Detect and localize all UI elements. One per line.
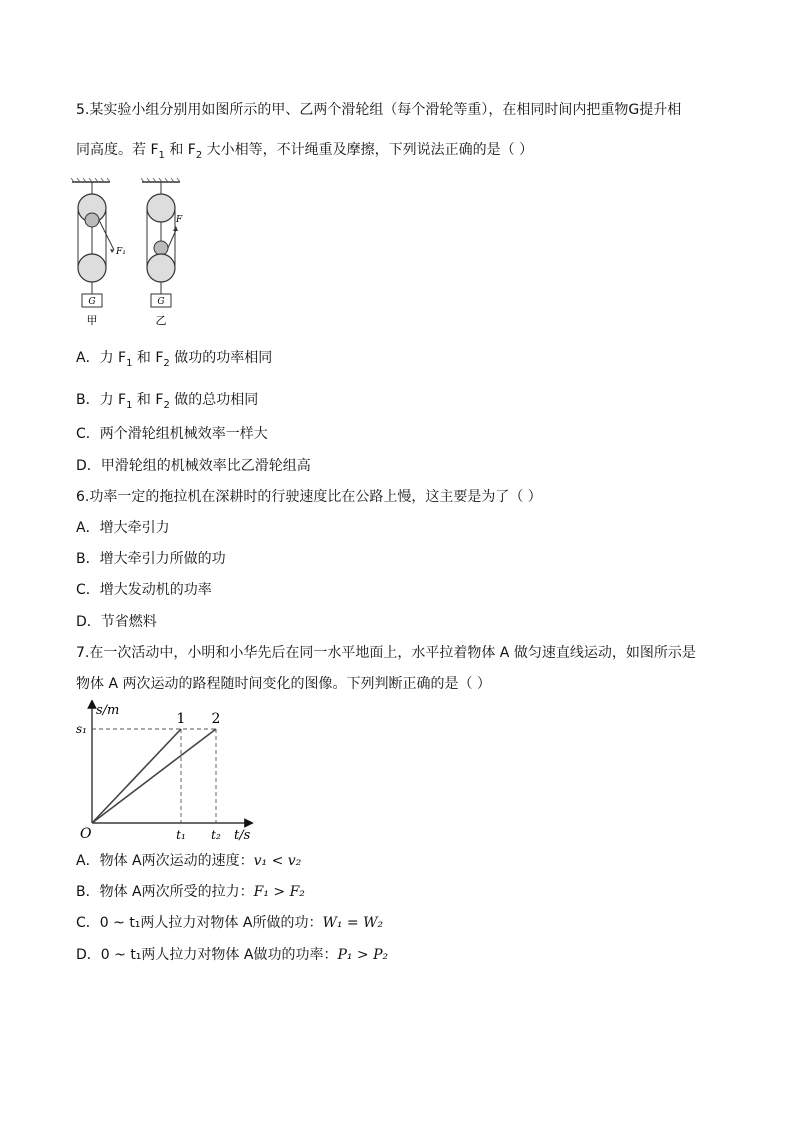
q5-option-a[interactable]	[76, 348, 272, 374]
q6-option-d[interactable]: D．节省燃料	[76, 614, 157, 630]
weight-label: G	[157, 297, 165, 307]
q6-option-b[interactable]: B．增大牵引力所做的功	[76, 551, 226, 567]
q7-option-b[interactable]	[76, 882, 305, 902]
opt-sub: 2	[163, 399, 170, 411]
q5-sub: 2	[195, 149, 203, 161]
y-tick-label: s₁	[76, 722, 87, 736]
opt-text: 做功的功率相同	[169, 350, 273, 366]
fixed-pulley-yi	[147, 194, 175, 222]
x-tick-label: t₁	[176, 828, 186, 842]
opt-text: A．物体 A两次运动的速度：	[76, 853, 254, 869]
opt-text: 和 F	[132, 392, 164, 408]
opt-text: A．力 F	[76, 350, 127, 366]
q5-option-d[interactable]	[76, 456, 311, 476]
opt-text: D．0 ~ t₁两人拉力对物体 A做功的功率：	[76, 947, 338, 963]
weight-label: G	[88, 297, 96, 307]
q5-stem-text: 同高度。若 F	[76, 142, 159, 158]
opt-text: D．甲滑轮组的机械效率比乙滑轮组高	[76, 458, 311, 474]
force2-label: F	[176, 215, 183, 225]
opt-math: F₁ > F₂	[253, 884, 305, 900]
movable-pulley-yi	[147, 254, 175, 282]
q5-stem-line2	[76, 140, 533, 166]
opt-math: P₁ > P₂	[337, 947, 389, 963]
q7-stem-line1: 7.在一次活动中，小明和小华先后在同一水平地面上，水平拉着物体 A 做匀速直线运动，如图所示是	[76, 645, 696, 661]
q6-option-a[interactable]: A．增大牵引力	[76, 520, 170, 536]
q5-stem-text: 和 F	[164, 142, 196, 158]
opt-text: 做的总功相同	[169, 392, 259, 408]
opt-math: v₁ < v₂	[253, 853, 302, 869]
series-line-1	[92, 729, 181, 823]
q5-option-c[interactable]	[76, 424, 268, 444]
series-label-2: 2	[211, 711, 221, 727]
pulley-figure	[70, 178, 200, 330]
opt-math: W₁ = W₂	[322, 915, 384, 931]
q5-sub: 1	[158, 149, 165, 161]
opt-sub: 1	[126, 357, 133, 369]
opt-text: 和 F	[132, 350, 164, 366]
q7-option-d[interactable]	[76, 945, 388, 965]
series-line-2	[92, 729, 216, 823]
y-axis-label: s/m	[96, 703, 120, 718]
q7-stem-line2: 物体 A 两次运动的路程随时间变化的图像。下列判断正确的是（ ）	[76, 676, 491, 692]
ceiling-yi	[141, 178, 180, 182]
origin-label: O	[80, 826, 92, 842]
opt-text: B．力 F	[76, 392, 127, 408]
ceiling-jia	[71, 178, 110, 182]
force1-label: F₁	[116, 247, 126, 257]
x-tick-label: t₂	[211, 828, 221, 842]
q6-option-c[interactable]: C．增大发动机的功率	[76, 582, 212, 598]
x-axis-label: t/s	[234, 828, 251, 843]
opt-text: C．两个滑轮组机械效率一样大	[76, 426, 268, 442]
label-yi: 乙	[155, 314, 167, 327]
label-jia: 甲	[86, 314, 98, 327]
q6-stem: 6.功率一定的拖拉机在深耕时的行驶速度比在公路上慢，这主要是为了（ ）	[76, 489, 542, 505]
opt-sub: 2	[163, 357, 170, 369]
q5-stem-line1: 5.某实验小组分别用如图所示的甲、乙两个滑轮组（每个滑轮等重），在相同时间内把重物G提升相	[76, 102, 682, 118]
q5-stem-text: 大小相等，不计绳重及摩擦，下列说法正确的是（ ）	[202, 142, 534, 158]
q7-option-c[interactable]	[76, 913, 383, 933]
q5-option-b[interactable]	[76, 390, 258, 416]
movable-pulley-jia	[78, 254, 106, 282]
q7-option-a[interactable]	[76, 851, 301, 871]
opt-sub: 1	[126, 399, 133, 411]
st-graph	[74, 700, 264, 845]
opt-text: B．物体 A两次所受的拉力：	[76, 884, 254, 900]
series-label-1: 1	[176, 711, 186, 727]
opt-text: C．0 ~ t₁两人拉力对物体 A所做的功：	[76, 915, 323, 931]
